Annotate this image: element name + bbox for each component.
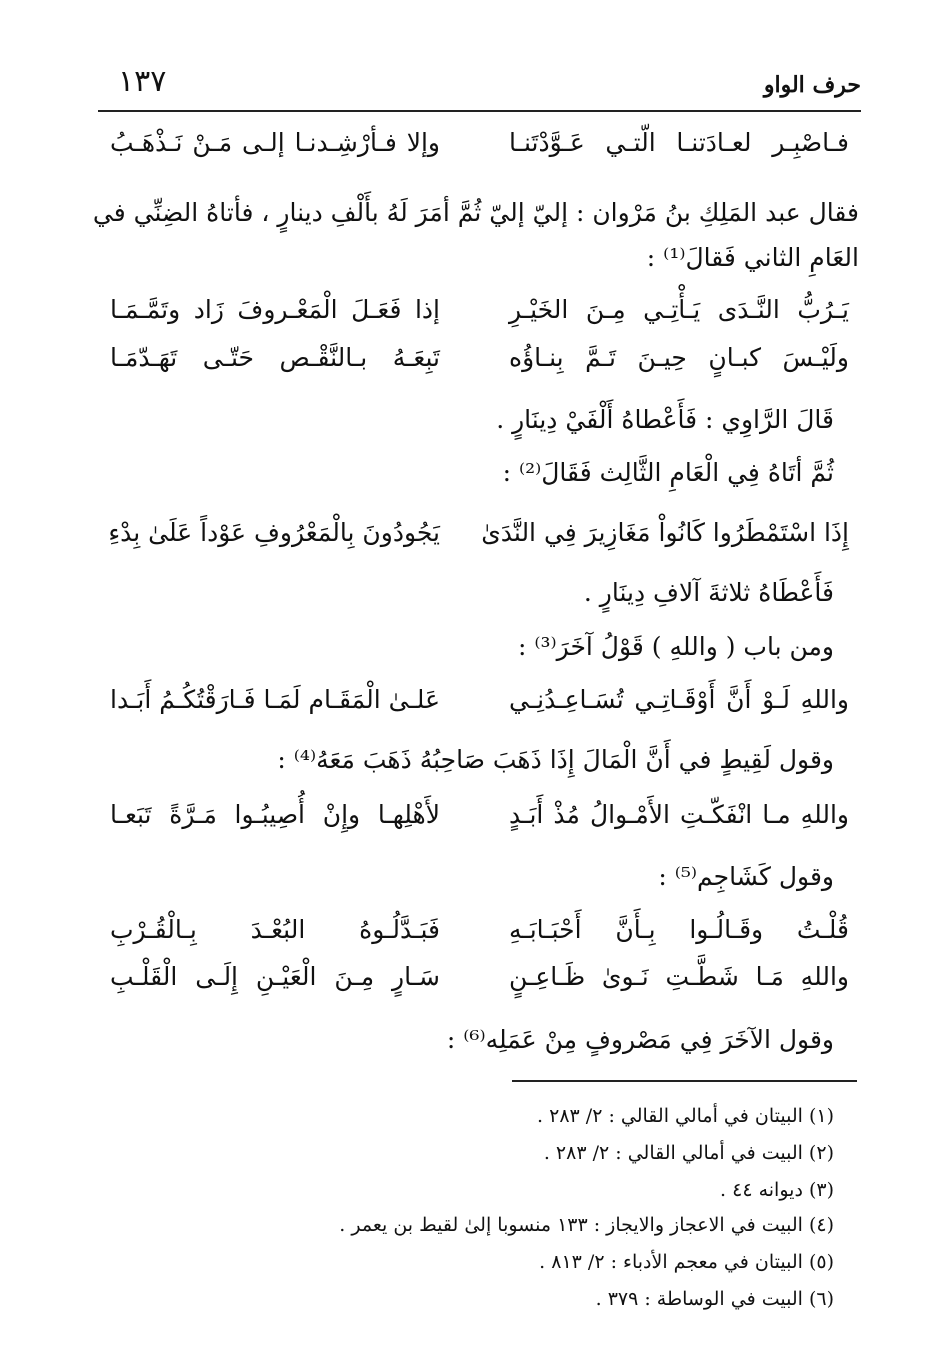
verse-line xyxy=(110,962,849,1002)
verse-second-hemistich: عَلـىٰ الْمَقَـام لَمَـا فَـارَقْتُكُـمُ أَبَـدا xyxy=(110,685,440,714)
page-number: ١٣٧ xyxy=(118,64,167,99)
footnote: (٤) البيت في الاعجاز والايجاز : ١٣٣ منسوبا إلىٰ لقيط بن يعمر . xyxy=(339,1214,834,1236)
verse-line xyxy=(110,518,849,558)
verse-second-hemistich: وإلا فـأرْشِـدنـا إلـى مَـنْ نَـذْهَـبُ xyxy=(110,128,440,157)
prose-line: وقول لَقِيطٍ في أَنَّ الْمَالَ إِذَا ذَهَبَ صَاحِبُهُ ذَهَبَ مَعَهُ⁽⁴⁾ : xyxy=(277,745,834,774)
verse-first-hemistich: قُلْـتُ وقَـالُـوا بِـأَنَّ أَحْبَـابَـهِ xyxy=(509,915,849,944)
page-header xyxy=(88,64,861,104)
verse-line xyxy=(110,915,849,955)
footnote: (٥) البيتان في معجم الأدباء : ٢/ ٨١٣ . xyxy=(539,1251,834,1273)
verse-line xyxy=(110,685,849,725)
verse-first-hemistich: فـاصْبِـر لعـادَتنـا الّتـي عَـوَّدْتَنـا xyxy=(509,128,849,157)
footnote: (٢) البيت في أمالي القالي : ٢/ ٢٨٣ . xyxy=(543,1142,834,1164)
verse-line xyxy=(110,343,849,383)
prose-line: العَامِ الثاني فَقالَ⁽¹⁾ : xyxy=(646,243,859,272)
verse-second-hemistich: تَبِعَـهُ بـالنَّقْـص حَتّـى تَهَـدّمَـا xyxy=(110,343,440,372)
prose-line: وقول كَشَاجِم⁽⁵⁾ : xyxy=(658,862,834,891)
verse-first-hemistich: إِذَا اسْتَمْطَرُوا كَانُواْ مَغَازِيرَ فِي النَّدَىٰ xyxy=(481,518,849,547)
verse-first-hemistich: واللهِ مـا انْفَكّـتِ الأَمْـوالُ مُذْ أَبَـدٍ xyxy=(509,800,849,829)
verse-second-hemistich: يَجُودُونَ بِالْمَعْرُوفِ عَوْداً عَلَىٰ بِدْءِ xyxy=(108,518,440,547)
verse-second-hemistich: فَبَـدَّلُـوهُ البُعْـدَ بِـالْقُـرْبِ xyxy=(110,915,440,944)
prose-line: ثُمَّ أتَاهُ فِي الْعَامِ الثَّالِث فَقَالَ⁽²⁾ : xyxy=(502,458,834,487)
verse-first-hemistich: ولَيْـسَ كبـانٍ حِيـنَ تَـمَّ بِنـاؤُه xyxy=(509,343,849,372)
footnote: (٣) ديوانه ٤٤ . xyxy=(720,1179,834,1201)
verse-line xyxy=(110,800,849,840)
footnote: (١) البيتان في أمالي القالي : ٢/ ٢٨٣ . xyxy=(537,1105,834,1127)
prose-line: فَأَعْطَاهُ ثلاثةَ آلافِ دِينَارٍ . xyxy=(583,578,834,607)
footnote-rule xyxy=(512,1080,857,1082)
verse-first-hemistich: يَـرُبُّ النَّـدَى يَـأْتِـي مِـنَ الخَيْـرِ xyxy=(509,295,849,324)
verse-line xyxy=(110,295,849,335)
verse-second-hemistich: لأَهْلِهـا وإِنْ أُصِيبُـوا مَـرَّةً تَبَعـا xyxy=(110,800,440,829)
prose-line: قَالَ الرَّاوِي : فَأَعْطاهُ أَلْفَيْ دِينَارٍ . xyxy=(496,405,834,434)
verse-line xyxy=(110,128,849,168)
header-rule xyxy=(98,110,861,112)
prose-line: فقال عبد المَلِكِ بنُ مَرْوان : إليّ إليّ ثُمَّ أمَرَ لَهُ بأَلْفِ دينارٍ ، فأتاهُ الضِنِّي في xyxy=(92,198,859,227)
verse-second-hemistich: إذا فَعَـلَ الْمَعْـروفَ زَاد وتَمَّـمَـا xyxy=(110,295,440,324)
verse-first-hemistich: واللهِ مَـا شَطَّـتِ نَـوىٰ ظَـاعِـنٍ xyxy=(509,962,849,991)
verse-first-hemistich: واللهِ لَـوْ أَنَّ أَوْقَـاتِـي تُسَـاعِـدُنِـي xyxy=(509,685,849,714)
verse-second-hemistich: سَـارٍ مِـنَ الْعَيْـنِ إِلَـى الْقَلْـبِ xyxy=(110,962,440,991)
footnote: (٦) البيت في الوساطة : ٣٧٩ . xyxy=(595,1288,834,1310)
chapter-title: حرف الواو xyxy=(763,72,861,98)
prose-line: ومن باب ( واللهِ ) قَوْلُ آخَرَ⁽³⁾ : xyxy=(517,632,834,661)
prose-line: وقول الآخَرَ فِي مَصْروفٍ مِنْ عَمَلِه⁽⁶⁾ : xyxy=(446,1025,834,1054)
